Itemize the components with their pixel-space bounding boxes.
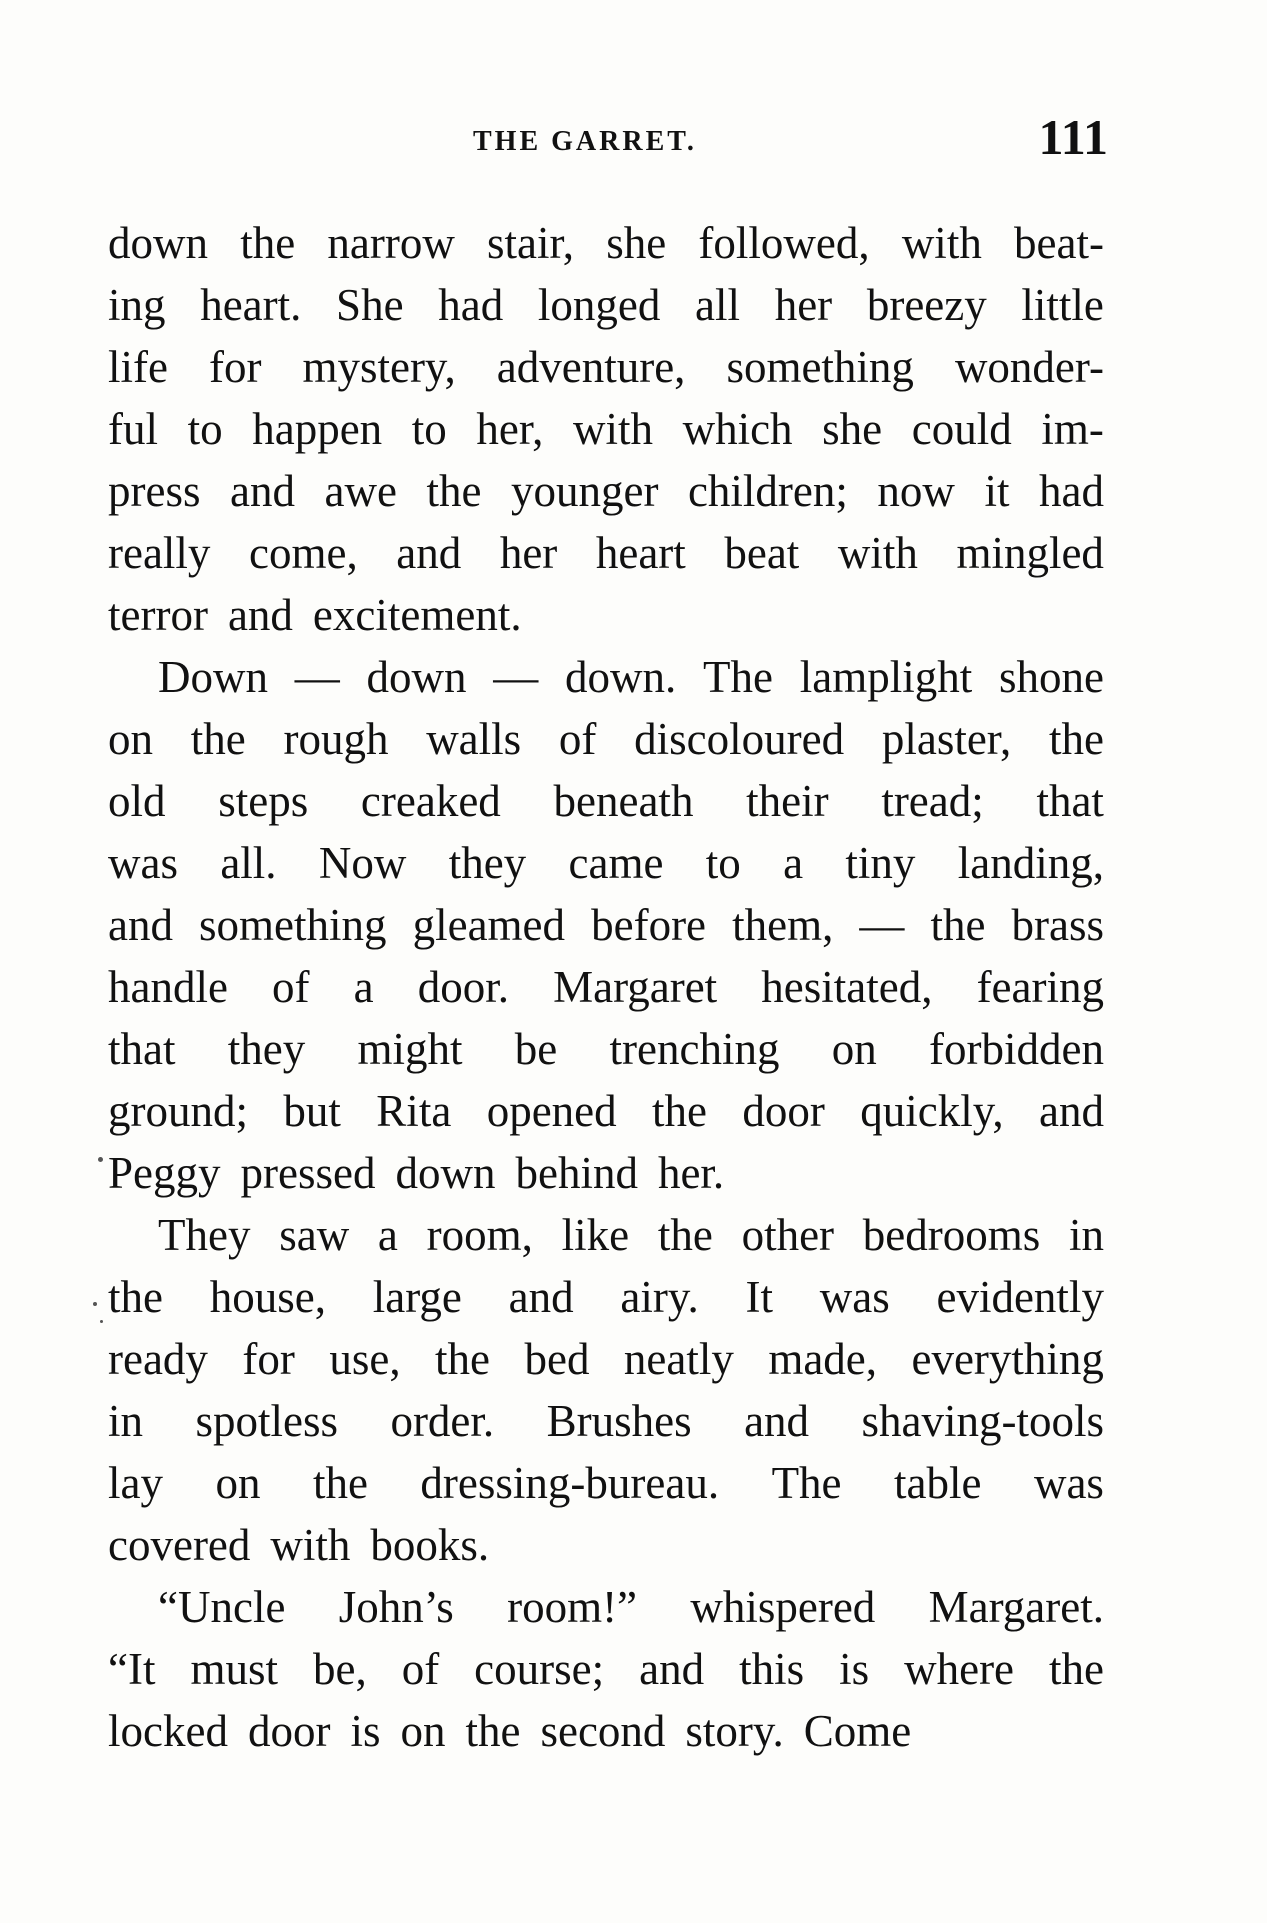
word: she bbox=[606, 218, 667, 268]
text-line bbox=[108, 832, 1104, 894]
word: the bbox=[190, 714, 246, 764]
word: could bbox=[911, 404, 1012, 454]
word: the bbox=[1049, 1644, 1104, 1694]
word: made, bbox=[768, 1334, 878, 1384]
word: beat bbox=[724, 528, 800, 578]
word: with bbox=[270, 1520, 351, 1570]
word: had bbox=[1038, 466, 1104, 516]
text-line bbox=[108, 274, 1104, 336]
word: large bbox=[372, 1272, 462, 1322]
word: plaster, bbox=[881, 714, 1012, 764]
word: a bbox=[377, 1210, 398, 1260]
word: adventure, bbox=[496, 342, 686, 392]
word: is bbox=[350, 1706, 381, 1756]
word: “Uncle bbox=[158, 1582, 286, 1632]
text-line bbox=[108, 1514, 1104, 1576]
word: door bbox=[247, 1706, 331, 1756]
word: lay bbox=[108, 1458, 163, 1508]
word: They bbox=[158, 1210, 251, 1260]
word: they bbox=[448, 838, 527, 888]
word: everything bbox=[911, 1334, 1104, 1384]
word: her bbox=[499, 528, 558, 578]
ink-speck bbox=[98, 1157, 103, 1162]
text-line bbox=[108, 1142, 1104, 1204]
word: Margaret. bbox=[928, 1582, 1104, 1632]
word: hesitated, bbox=[761, 962, 933, 1012]
word: im- bbox=[1041, 404, 1104, 454]
word: shaving-tools bbox=[861, 1396, 1104, 1446]
text-line bbox=[108, 1390, 1104, 1452]
word: on bbox=[108, 714, 153, 764]
word: dressing-bureau. bbox=[420, 1458, 720, 1508]
word: happen bbox=[252, 404, 383, 454]
word: quickly, bbox=[860, 1086, 1004, 1136]
word: trenching bbox=[609, 1024, 780, 1074]
word: must bbox=[190, 1644, 278, 1694]
word: mystery, bbox=[302, 342, 456, 392]
word: come, bbox=[249, 528, 358, 578]
word: life bbox=[108, 342, 168, 392]
word: covered bbox=[108, 1520, 251, 1570]
word: walls bbox=[426, 714, 522, 764]
text-line bbox=[108, 212, 1104, 274]
word: a bbox=[783, 838, 804, 888]
word: the bbox=[652, 1086, 708, 1136]
word: her. bbox=[657, 1148, 725, 1198]
word: is bbox=[839, 1644, 870, 1694]
word: now bbox=[877, 466, 955, 516]
text-line bbox=[108, 708, 1104, 770]
word: something bbox=[199, 900, 387, 950]
word: door bbox=[742, 1086, 825, 1136]
word: pressed bbox=[240, 1148, 376, 1198]
word: room!” bbox=[507, 1582, 638, 1632]
word: really bbox=[108, 528, 211, 578]
word: saw bbox=[279, 1210, 350, 1260]
word: lamplight bbox=[799, 652, 973, 702]
word: this bbox=[739, 1644, 805, 1694]
text-line bbox=[108, 1080, 1104, 1142]
word: creaked bbox=[360, 776, 501, 826]
word: little bbox=[1021, 280, 1104, 330]
word: awe bbox=[324, 466, 397, 516]
word: with bbox=[572, 404, 653, 454]
word: of bbox=[558, 714, 597, 764]
word: was bbox=[1033, 1458, 1104, 1508]
word: story. bbox=[685, 1706, 784, 1756]
word: Come bbox=[803, 1706, 912, 1756]
word: and bbox=[108, 900, 173, 950]
word: tread; bbox=[881, 776, 984, 826]
body-text bbox=[108, 212, 1104, 1762]
word: behind bbox=[515, 1148, 638, 1198]
word: books. bbox=[370, 1520, 490, 1570]
word: the bbox=[108, 1272, 163, 1322]
word: door. bbox=[417, 962, 509, 1012]
word: whispered bbox=[690, 1582, 876, 1632]
word: it bbox=[984, 466, 1010, 516]
word: — bbox=[294, 652, 340, 702]
word: with bbox=[837, 528, 918, 578]
word: tiny bbox=[845, 838, 916, 888]
word: shone bbox=[998, 652, 1104, 702]
word: airy. bbox=[620, 1272, 699, 1322]
word: forbidden bbox=[929, 1024, 1104, 1074]
word: press bbox=[108, 466, 201, 516]
word: — bbox=[493, 652, 539, 702]
word: and bbox=[639, 1644, 705, 1694]
word: the bbox=[1048, 714, 1104, 764]
word: the bbox=[657, 1210, 713, 1260]
word: opened bbox=[486, 1086, 617, 1136]
text-line bbox=[108, 894, 1104, 956]
word: for bbox=[208, 342, 262, 392]
word: She bbox=[336, 280, 404, 330]
word: down bbox=[366, 652, 467, 702]
word: longed bbox=[537, 280, 661, 330]
word: before bbox=[591, 900, 707, 950]
word: and bbox=[1039, 1086, 1104, 1136]
word: — bbox=[859, 900, 905, 950]
word: was bbox=[819, 1272, 890, 1322]
word: narrow bbox=[327, 218, 455, 268]
word: brass bbox=[1011, 900, 1104, 950]
word: of bbox=[272, 962, 310, 1012]
word: Now bbox=[318, 838, 407, 888]
word: evidently bbox=[936, 1272, 1104, 1322]
text-line bbox=[108, 956, 1104, 1018]
word: landing, bbox=[957, 838, 1104, 888]
word: table bbox=[894, 1458, 982, 1508]
word: heart bbox=[595, 528, 686, 578]
page-number: 111 bbox=[1038, 109, 1108, 165]
word: a bbox=[353, 962, 374, 1012]
word: and bbox=[744, 1396, 810, 1446]
word: the bbox=[426, 466, 482, 516]
word: handle bbox=[108, 962, 228, 1012]
word: her, bbox=[476, 404, 544, 454]
text-line bbox=[108, 1328, 1104, 1390]
word: that bbox=[108, 1024, 176, 1074]
word: the bbox=[435, 1334, 491, 1384]
word: terror bbox=[108, 590, 208, 640]
running-head bbox=[108, 108, 1108, 168]
word: discoloured bbox=[634, 714, 845, 764]
word: something bbox=[726, 342, 914, 392]
word: excitement. bbox=[312, 590, 522, 640]
text-line bbox=[108, 1204, 1104, 1266]
word: locked bbox=[108, 1706, 228, 1756]
word: on bbox=[215, 1458, 261, 1508]
text-line bbox=[108, 1266, 1104, 1328]
word: the bbox=[312, 1458, 368, 1508]
word: be, bbox=[312, 1644, 367, 1694]
text-line bbox=[108, 646, 1104, 708]
word: to bbox=[187, 404, 223, 454]
word: bed bbox=[524, 1334, 590, 1384]
ink-speck bbox=[93, 1302, 97, 1306]
word: like bbox=[561, 1210, 630, 1260]
word: ground; bbox=[108, 1086, 248, 1136]
word: on bbox=[831, 1024, 877, 1074]
word: they bbox=[227, 1024, 306, 1074]
word: all. bbox=[220, 838, 277, 888]
word: which bbox=[682, 404, 793, 454]
word: down. bbox=[565, 652, 677, 702]
word: them, bbox=[732, 900, 834, 950]
text-line bbox=[108, 770, 1104, 832]
word: stair, bbox=[487, 218, 574, 268]
ink-speck bbox=[100, 1320, 103, 1323]
word: other bbox=[741, 1210, 835, 1260]
word: use, bbox=[329, 1334, 401, 1384]
word: but bbox=[283, 1086, 341, 1136]
word: her bbox=[774, 280, 833, 330]
word: ing bbox=[108, 280, 166, 330]
word: that bbox=[1036, 776, 1104, 826]
word: Rita bbox=[376, 1086, 452, 1136]
text-line bbox=[108, 460, 1104, 522]
word: heart. bbox=[200, 280, 302, 330]
word: down bbox=[395, 1148, 496, 1198]
word: wonder- bbox=[954, 342, 1104, 392]
word: down bbox=[108, 218, 208, 268]
word: and bbox=[230, 466, 295, 516]
word: on bbox=[400, 1706, 446, 1756]
text-line bbox=[108, 1638, 1104, 1700]
word: she bbox=[822, 404, 883, 454]
word: and bbox=[227, 590, 293, 640]
text-line bbox=[108, 336, 1104, 398]
text-line bbox=[108, 1452, 1104, 1514]
word: to bbox=[705, 838, 741, 888]
text-line bbox=[108, 398, 1104, 460]
word: beneath bbox=[553, 776, 694, 826]
word: had bbox=[438, 280, 504, 330]
word: gleamed bbox=[412, 900, 566, 950]
word: Margaret bbox=[553, 962, 718, 1012]
text-line bbox=[108, 584, 1104, 646]
word: all bbox=[695, 280, 741, 330]
word: their bbox=[746, 776, 829, 826]
word: ful bbox=[108, 404, 158, 454]
word: It bbox=[745, 1272, 773, 1322]
word: the bbox=[930, 900, 986, 950]
word: neatly bbox=[623, 1334, 734, 1384]
word: where bbox=[904, 1644, 1015, 1694]
word: and bbox=[508, 1272, 574, 1322]
word: The bbox=[703, 652, 773, 702]
word: spotless bbox=[195, 1396, 338, 1446]
running-title: THE GARRET. bbox=[473, 126, 697, 157]
word: rough bbox=[283, 714, 389, 764]
word: ready bbox=[108, 1334, 208, 1384]
word: second bbox=[540, 1706, 666, 1756]
word: Brushes bbox=[546, 1396, 692, 1446]
word: room, bbox=[426, 1210, 533, 1260]
word: children; bbox=[687, 466, 848, 516]
text-line bbox=[108, 1018, 1104, 1080]
word: bedrooms bbox=[862, 1210, 1041, 1260]
word: “It bbox=[108, 1644, 156, 1694]
word: mingled bbox=[956, 528, 1104, 578]
text-line bbox=[108, 1576, 1104, 1638]
word: followed, bbox=[698, 218, 870, 268]
text-line bbox=[108, 1700, 1104, 1762]
word: for bbox=[242, 1334, 295, 1384]
word: was bbox=[108, 838, 178, 888]
word: with bbox=[901, 218, 982, 268]
word: in bbox=[108, 1396, 144, 1446]
word: in bbox=[1068, 1210, 1104, 1260]
word: beat- bbox=[1014, 218, 1104, 268]
word: Peggy bbox=[108, 1148, 221, 1198]
word: to bbox=[411, 404, 447, 454]
word: old bbox=[108, 776, 166, 826]
word: the bbox=[465, 1706, 521, 1756]
word: steps bbox=[218, 776, 309, 826]
word: breezy bbox=[866, 280, 987, 330]
word: order. bbox=[390, 1396, 495, 1446]
word: fearing bbox=[976, 962, 1104, 1012]
word: John’s bbox=[338, 1582, 454, 1632]
word: house, bbox=[209, 1272, 326, 1322]
word: might bbox=[357, 1024, 463, 1074]
word: be bbox=[514, 1024, 558, 1074]
word: the bbox=[240, 218, 296, 268]
word: and bbox=[396, 528, 462, 578]
word: The bbox=[771, 1458, 842, 1508]
word: Down bbox=[158, 652, 268, 702]
word: younger bbox=[510, 466, 659, 516]
text-line bbox=[108, 522, 1104, 584]
word: came bbox=[568, 838, 664, 888]
word: course; bbox=[474, 1644, 605, 1694]
word: of bbox=[401, 1644, 440, 1694]
